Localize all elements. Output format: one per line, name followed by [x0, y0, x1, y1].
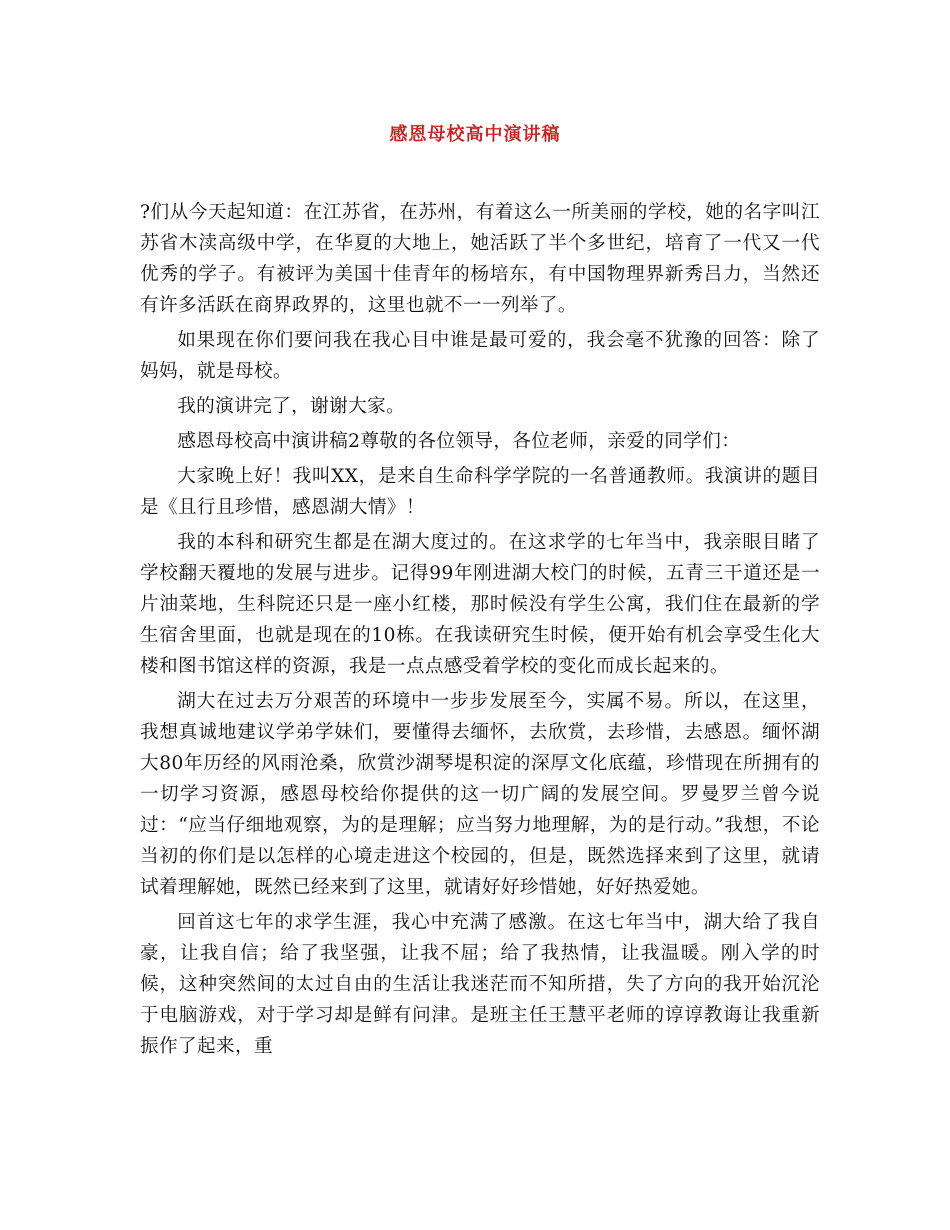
document-body: [140, 197, 820, 1066]
paragraph: ?们从今天起知道：在江苏省，在苏州，有着这么一所美丽的学校，她的名字叫江苏省木渎高级中学，在华夏的大地上，她活跃了半个多世纪，培育了一代又一代优秀的学子。有被评为美国十佳青年的杨培东，有中国物理界新秀吕力，当然还有许多活跃在商界政界的，这里也就不一一列举了。: [140, 202, 820, 316]
paragraph: 回首这七年的求学生涯，我心中充满了感激。在这七年当中，湖大给了我自豪，让我自信；给了我坚强，让我不屈；给了我热情，让我温暖。刚入学的时候，这种突然间的太过自由的生活让我迷茫而不知所措，失了方向的我开始沉沦于电脑游戏，对于学习却是鲜有问津。是班主任王慧平老师的谆谆教诲让我重新振作了起来，重: [140, 912, 820, 1057]
paragraph: 感恩母校高中演讲稿2尊敬的各位领导，各位老师，亲爱的同学们：: [177, 431, 741, 452]
paragraph: 湖大在过去万分艰苦的环境中一步步发展至今，实属不易。所以，在这里，我想真诚地建议学弟学妹们，要懂得去缅怀，去欣赏，去珍惜，去感恩。缅怀湖大80年历经的风雨沧桑，欣赏沙湖琴堤积淀的深厚文化底蕴，珍惜现在所拥有的一切学习资源，感恩母校给你提供的这一切广阔的发展空间。罗曼罗兰曾今说过：“应当仔细地观察，为的是理解；应当努力地理解，为的是行动。”我想，不论当初的你们是以怎样的心境走进这个校园的，但是，既然选择来到了这里，就请试着理解她，既然已经来到了这里，就请好好珍惜她，好好热爱她。: [140, 691, 820, 898]
paragraph: 大家晚上好！我叫XX，是来自生命科学学院的一名普通教师。我演讲的题目是《且行且珍惜，感恩湖大情》！: [140, 466, 820, 518]
paragraph: 我的本科和研究生都是在湖大度过的。在这求学的七年当中，我亲眼目睹了学校翻天覆地的发展与进步。记得99年刚进湖大校门的时候，五青三干道还是一片油菜地，生科院还只是一座小红楼，那时候没有学生公寓，我们住在最新的学生宿舍里面，也就是现在的10栋。在我读研究生时候，便开始有机会享受生化大楼和图书馆这样的资源，我是一点点感受着学校的变化而成长起来的。: [140, 532, 820, 677]
paragraph: 如果现在你们要问我在我心目中谁是最可爱的，我会毫不犹豫的回答：除了妈妈，就是母校。: [140, 330, 820, 382]
paragraph: 我的演讲完了，谢谢大家。: [177, 396, 406, 417]
document-title: 感恩母校高中演讲稿: [389, 124, 561, 145]
